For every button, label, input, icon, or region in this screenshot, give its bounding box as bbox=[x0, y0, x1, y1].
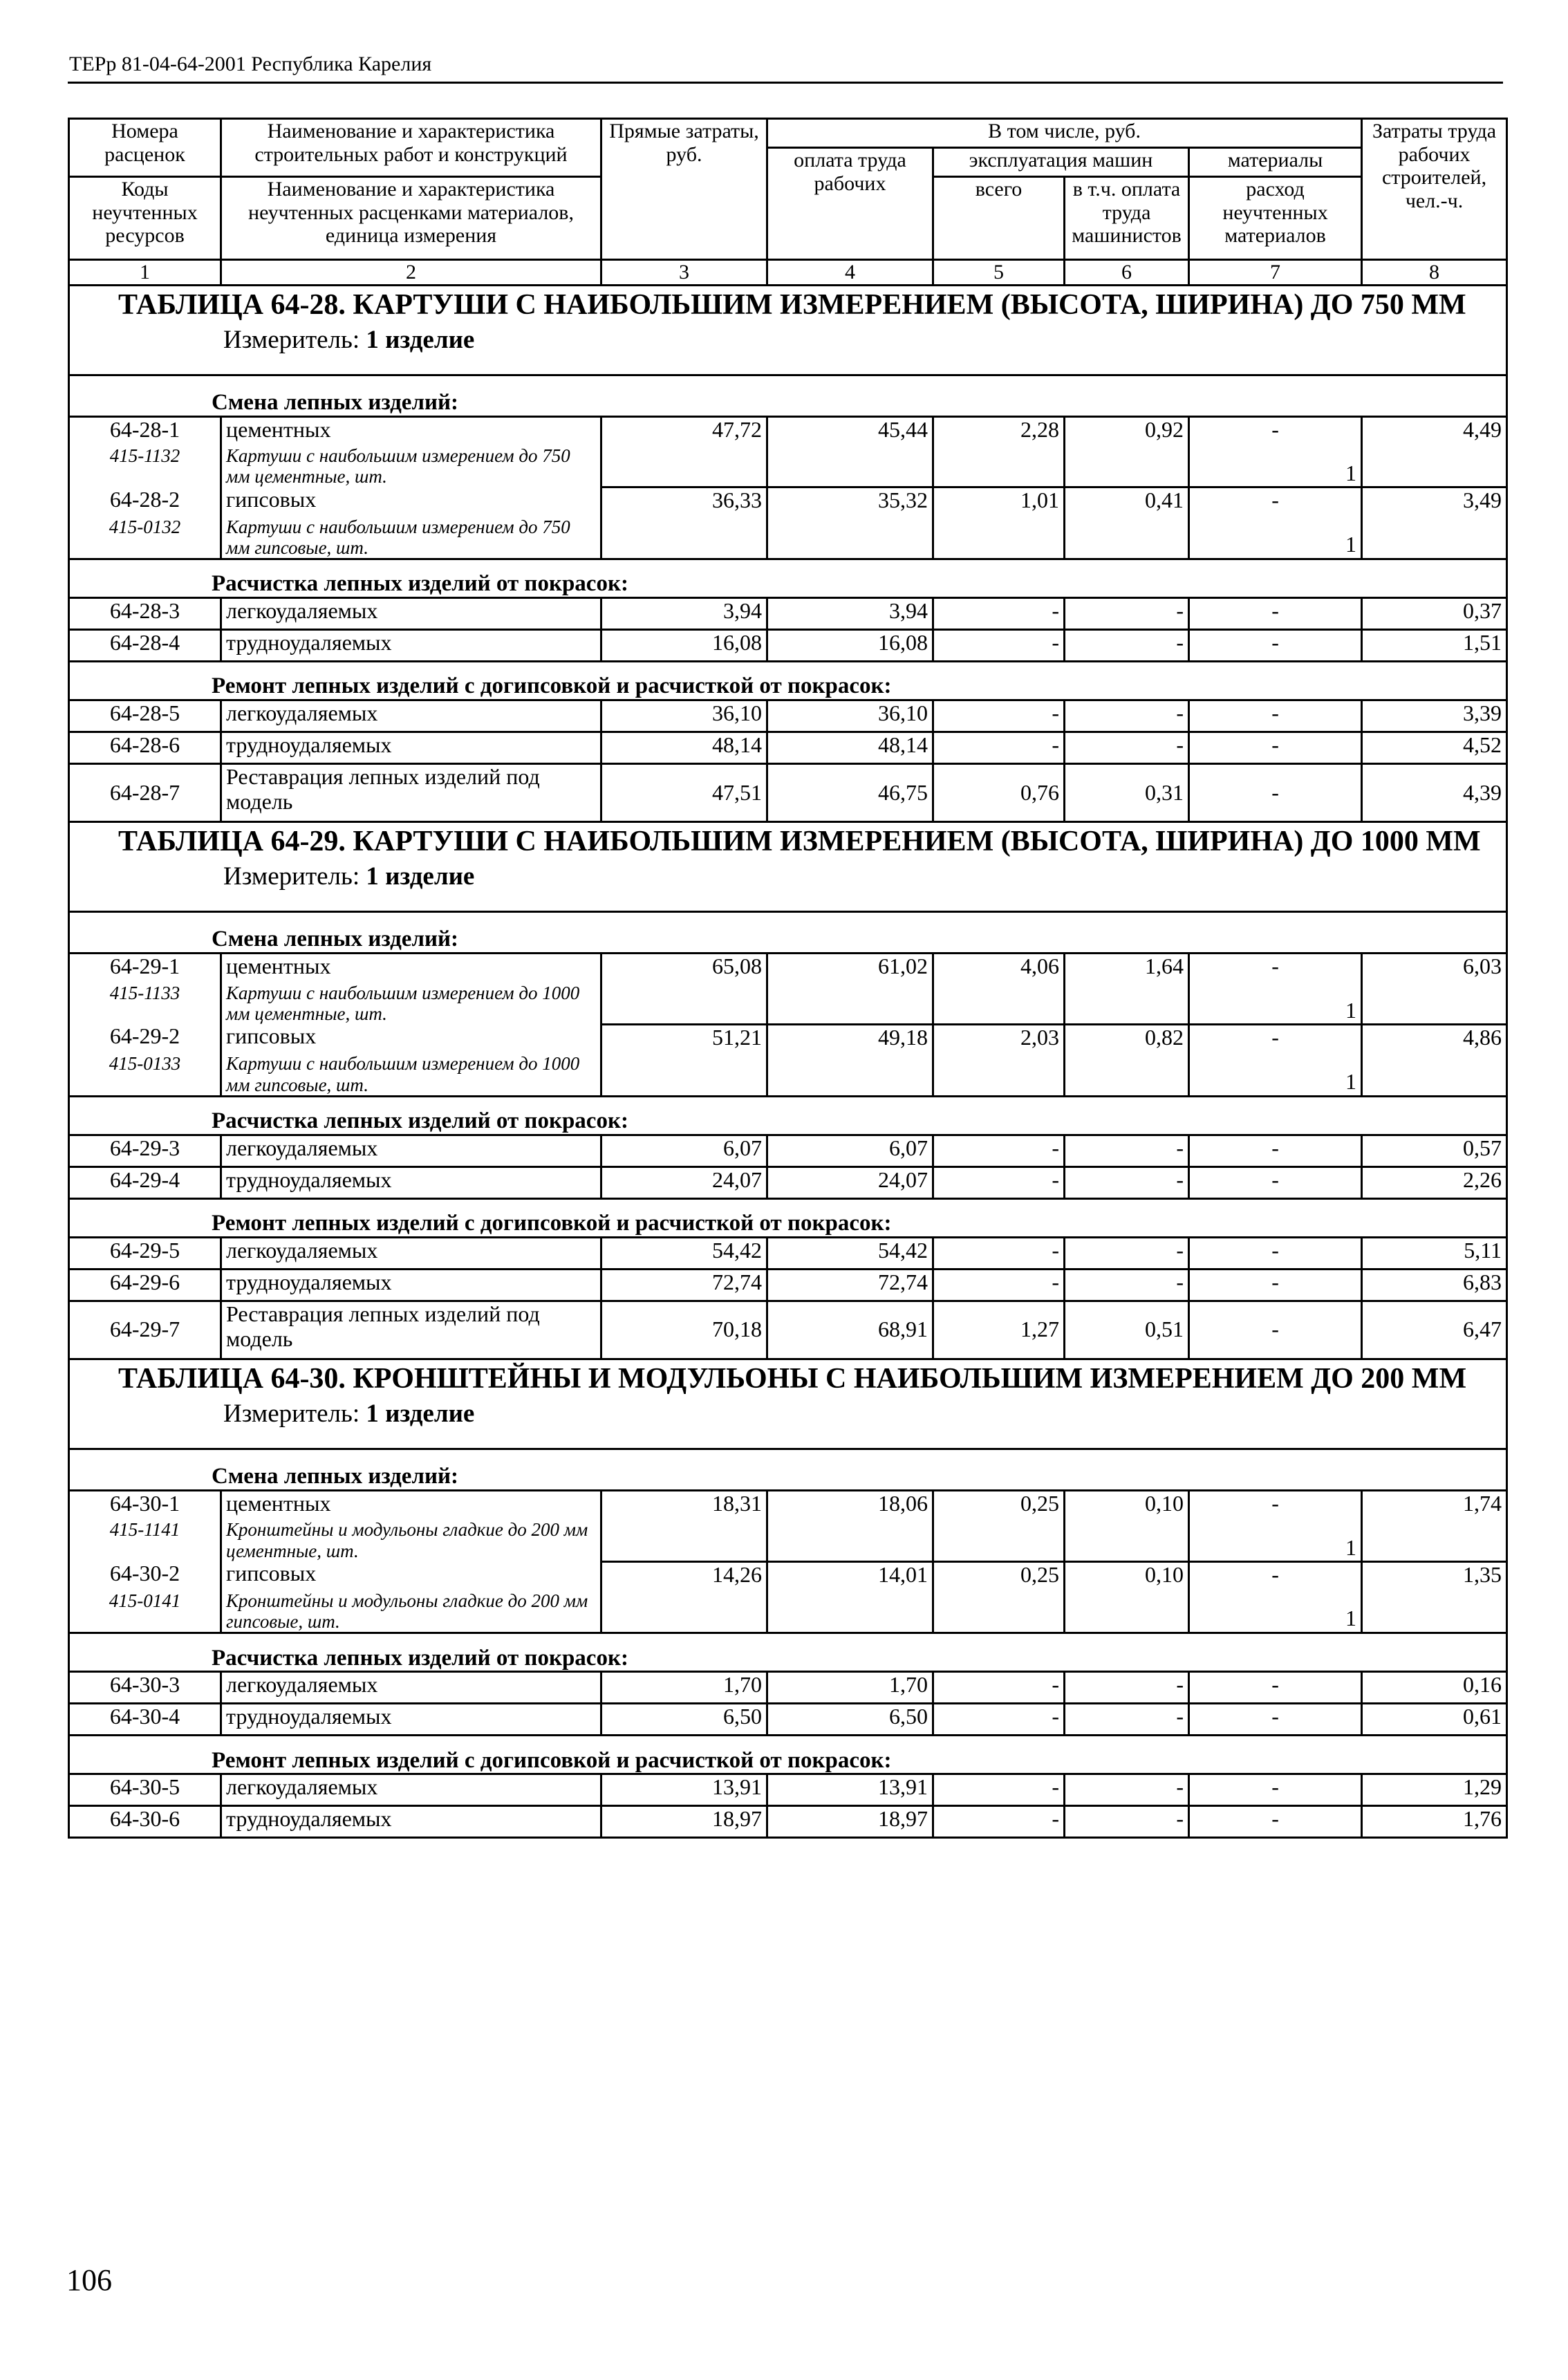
direct-cost-cell: 13,91 bbox=[601, 1774, 767, 1806]
labor-hours-cell: 4,39 bbox=[1362, 764, 1507, 822]
direct-cost-cell: 72,74 bbox=[601, 1269, 767, 1301]
rate-name: легкоудаляемых bbox=[221, 1135, 601, 1166]
direct-cost-cell: 54,42 bbox=[601, 1237, 767, 1269]
table-row bbox=[69, 1561, 1507, 1590]
table-row bbox=[69, 732, 1507, 764]
rate-name: легкоудаляемых bbox=[221, 1774, 601, 1806]
group-title-row bbox=[69, 662, 1507, 700]
table-title bbox=[69, 822, 1507, 912]
materials-use-value: 1 bbox=[1345, 461, 1357, 486]
table-row bbox=[69, 1774, 1507, 1806]
labor-pay-cell: 48,14 bbox=[767, 732, 933, 764]
machines-total-cell: - bbox=[933, 732, 1065, 764]
rate-code: 64-30-1 bbox=[69, 1490, 221, 1519]
materials-use-value: 1 bbox=[1345, 998, 1357, 1023]
table-title-text: ТАБЛИЦА 64-28. КАРТУШИ С НАИБОЛЬШИМ ИЗМЕРЕНИЕМ (ВЫСОТА, ШИРИНА) ДО 750 ММ bbox=[118, 288, 1466, 321]
direct-cost-cell: 36,10 bbox=[601, 700, 767, 732]
group-title-row bbox=[69, 375, 1507, 416]
materials-use-value: 1 bbox=[1345, 1606, 1357, 1631]
machines-labor-cell: - bbox=[1065, 1269, 1189, 1301]
direct-cost-cell: 14,26 bbox=[601, 1561, 767, 1633]
machines-labor-cell: 0,10 bbox=[1065, 1490, 1189, 1561]
resource-code: 415-0133 bbox=[69, 1053, 221, 1096]
materials-cell: - bbox=[1189, 1135, 1362, 1166]
materials-cell: - bbox=[1189, 764, 1362, 822]
machines-total-cell: - bbox=[933, 1774, 1065, 1806]
header-including: В том числе, руб. bbox=[767, 119, 1362, 148]
materials-value: - bbox=[1271, 1024, 1279, 1050]
labor-pay-cell: 16,08 bbox=[767, 630, 933, 662]
table-row bbox=[69, 630, 1507, 662]
group-title-row bbox=[69, 1096, 1507, 1135]
materials-use-value: 1 bbox=[1345, 532, 1357, 557]
labor-pay-cell: 14,01 bbox=[767, 1561, 933, 1633]
rate-code: 64-30-4 bbox=[69, 1704, 221, 1736]
direct-cost-cell: 3,94 bbox=[601, 598, 767, 630]
labor-pay-cell: 6,07 bbox=[767, 1135, 933, 1166]
rate-name: легкоудаляемых bbox=[221, 1237, 601, 1269]
direct-cost-cell: 70,18 bbox=[601, 1301, 767, 1359]
col-number: 8 bbox=[1362, 260, 1507, 286]
rate-name: легкоудаляемых bbox=[221, 1672, 601, 1704]
machines-labor-cell: 0,41 bbox=[1065, 487, 1189, 559]
materials-cell bbox=[1189, 1024, 1362, 1096]
machines-total-cell: - bbox=[933, 1135, 1065, 1166]
col-number: 1 bbox=[69, 260, 221, 286]
rate-code: 64-29-2 bbox=[69, 1024, 221, 1053]
direct-cost-cell: 47,51 bbox=[601, 764, 767, 822]
labor-hours-cell: 2,26 bbox=[1362, 1166, 1507, 1198]
machines-total-cell: 4,06 bbox=[933, 954, 1065, 1025]
labor-hours-cell: 0,37 bbox=[1362, 598, 1507, 630]
group-title: Расчистка лепных изделий от покрасок: bbox=[69, 559, 1507, 598]
machines-total-cell: 1,01 bbox=[933, 487, 1065, 559]
header-direct-costs: Прямые затраты, руб. bbox=[601, 119, 767, 260]
rate-code: 64-30-5 bbox=[69, 1774, 221, 1806]
rate-code: 64-28-5 bbox=[69, 700, 221, 732]
group-title: Смена лепных изделий: bbox=[69, 375, 1507, 416]
labor-pay-cell: 6,50 bbox=[767, 1704, 933, 1736]
materials-cell bbox=[1189, 487, 1362, 559]
machines-total-cell: 1,27 bbox=[933, 1301, 1065, 1359]
rate-name: Реставрация лепных изделий под модель bbox=[221, 1301, 601, 1359]
rate-code: 64-29-7 bbox=[69, 1301, 221, 1359]
table-title-text: ТАБЛИЦА 64-29. КАРТУШИ С НАИБОЛЬШИМ ИЗМЕРЕНИЕМ (ВЫСОТА, ШИРИНА) ДО 1000 ММ bbox=[118, 826, 1481, 858]
direct-cost-cell: 24,07 bbox=[601, 1166, 767, 1198]
rate-name: легкоудаляемых bbox=[221, 700, 601, 732]
materials-cell: - bbox=[1189, 700, 1362, 732]
rate-name: гипсовых bbox=[221, 1561, 601, 1590]
header-col1-top: Номера расценок bbox=[69, 119, 221, 177]
materials-use-value: 1 bbox=[1345, 1068, 1357, 1094]
resource-name: Кронштейны и модульоны гладкие до 200 мм цементные, шт. bbox=[221, 1519, 601, 1561]
measure-value: 1 изделие bbox=[366, 1399, 475, 1428]
labor-hours-cell: 0,16 bbox=[1362, 1672, 1507, 1704]
group-title: Расчистка лепных изделий от покрасок: bbox=[69, 1096, 1507, 1135]
page-number: 106 bbox=[66, 2263, 112, 2297]
machines-total-cell: 0,25 bbox=[933, 1561, 1065, 1633]
machines-total-cell: 0,76 bbox=[933, 764, 1065, 822]
header-machines-labor: в т.ч. оплата труда машинистов bbox=[1065, 177, 1189, 260]
group-title: Смена лепных изделий: bbox=[69, 1449, 1507, 1490]
labor-pay-cell: 24,07 bbox=[767, 1166, 933, 1198]
labor-hours-cell: 1,35 bbox=[1362, 1561, 1507, 1633]
materials-value: - bbox=[1271, 1490, 1279, 1516]
labor-hours-cell: 3,49 bbox=[1362, 487, 1507, 559]
machines-total-cell: - bbox=[933, 1269, 1065, 1301]
machines-total-cell: - bbox=[933, 1166, 1065, 1198]
machines-labor-cell: 0,31 bbox=[1065, 764, 1189, 822]
machines-total-cell: 2,28 bbox=[933, 416, 1065, 487]
rate-code: 64-28-1 bbox=[69, 416, 221, 445]
rate-code: 64-29-1 bbox=[69, 954, 221, 983]
table-row bbox=[69, 1672, 1507, 1704]
machines-labor-cell: - bbox=[1065, 1806, 1189, 1838]
table-row bbox=[69, 764, 1507, 822]
labor-pay-cell: 54,42 bbox=[767, 1237, 933, 1269]
materials-use-value: 1 bbox=[1345, 1534, 1357, 1560]
resource-name: Картуши с наибольшим измерением до 1000 мм цементные, шт. bbox=[221, 983, 601, 1025]
rate-code: 64-30-2 bbox=[69, 1561, 221, 1590]
table-row bbox=[69, 1166, 1507, 1198]
header-col2-bottom: Наименование и характеристика неучтенных расценками материалов, единица измерения bbox=[221, 177, 601, 260]
resource-code: 415-1133 bbox=[69, 983, 221, 1025]
materials-cell: - bbox=[1189, 598, 1362, 630]
table-row bbox=[69, 598, 1507, 630]
rate-name: трудноудаляемых bbox=[221, 1269, 601, 1301]
labor-pay-cell: 72,74 bbox=[767, 1269, 933, 1301]
machines-total-cell: 2,03 bbox=[933, 1024, 1065, 1096]
labor-pay-cell: 61,02 bbox=[767, 954, 933, 1025]
machines-labor-cell: - bbox=[1065, 1135, 1189, 1166]
rate-code: 64-29-3 bbox=[69, 1135, 221, 1166]
labor-pay-cell: 18,06 bbox=[767, 1490, 933, 1561]
col-number: 5 bbox=[933, 260, 1065, 286]
resource-name: Картуши с наибольшим измерением до 750 мм гипсовые, шт. bbox=[221, 517, 601, 559]
rate-code: 64-28-3 bbox=[69, 598, 221, 630]
direct-cost-cell: 48,14 bbox=[601, 732, 767, 764]
group-title-row bbox=[69, 559, 1507, 598]
table-title bbox=[69, 1359, 1507, 1449]
direct-cost-cell: 65,08 bbox=[601, 954, 767, 1025]
labor-hours-cell: 6,83 bbox=[1362, 1269, 1507, 1301]
labor-hours-cell: 0,61 bbox=[1362, 1704, 1507, 1736]
materials-value: - bbox=[1271, 416, 1279, 442]
measure bbox=[118, 1400, 1499, 1428]
table-row bbox=[69, 1024, 1507, 1053]
direct-cost-cell: 1,70 bbox=[601, 1672, 767, 1704]
machines-labor-cell: - bbox=[1065, 732, 1189, 764]
resource-code: 415-0132 bbox=[69, 517, 221, 559]
labor-pay-cell: 13,91 bbox=[767, 1774, 933, 1806]
group-title: Ремонт лепных изделий с догипсовкой и расчисткой от покрасок: bbox=[69, 1198, 1507, 1237]
labor-hours-cell: 0,57 bbox=[1362, 1135, 1507, 1166]
labor-hours-cell: 1,74 bbox=[1362, 1490, 1507, 1561]
machines-labor-cell: - bbox=[1065, 1774, 1189, 1806]
measure-value: 1 изделие bbox=[366, 862, 475, 891]
group-title-row bbox=[69, 1449, 1507, 1490]
direct-cost-cell: 51,21 bbox=[601, 1024, 767, 1096]
table-row bbox=[69, 954, 1507, 983]
resource-name: Картуши с наибольшим измерением до 1000 мм гипсовые, шт. bbox=[221, 1053, 601, 1096]
table-row bbox=[69, 1704, 1507, 1736]
rate-name: трудноудаляемых bbox=[221, 1806, 601, 1838]
labor-hours-cell: 4,52 bbox=[1362, 732, 1507, 764]
materials-cell: - bbox=[1189, 1774, 1362, 1806]
materials-cell: - bbox=[1189, 1166, 1362, 1198]
header-rule bbox=[68, 82, 1503, 84]
labor-hours-cell: 4,86 bbox=[1362, 1024, 1507, 1096]
group-title-row bbox=[69, 912, 1507, 954]
machines-total-cell: - bbox=[933, 598, 1065, 630]
table-title bbox=[69, 285, 1507, 375]
materials-value: - bbox=[1271, 487, 1279, 513]
table-row bbox=[69, 416, 1507, 445]
materials-cell: - bbox=[1189, 1704, 1362, 1736]
measure bbox=[118, 862, 1499, 891]
machines-labor-cell: - bbox=[1065, 1672, 1189, 1704]
group-title: Ремонт лепных изделий с догипсовкой и расчисткой от покрасок: bbox=[69, 1736, 1507, 1774]
labor-pay-cell: 3,94 bbox=[767, 598, 933, 630]
labor-pay-cell: 35,32 bbox=[767, 487, 933, 559]
labor-hours-cell: 6,03 bbox=[1362, 954, 1507, 1025]
labor-pay-cell: 36,10 bbox=[767, 700, 933, 732]
table-row bbox=[69, 1806, 1507, 1838]
resource-code: 415-1141 bbox=[69, 1519, 221, 1561]
machines-labor-cell: - bbox=[1065, 598, 1189, 630]
rate-name: трудноудаляемых bbox=[221, 1704, 601, 1736]
labor-hours-cell: 1,76 bbox=[1362, 1806, 1507, 1838]
rate-name: легкоудаляемых bbox=[221, 598, 601, 630]
materials-cell: - bbox=[1189, 1237, 1362, 1269]
materials-value: - bbox=[1271, 954, 1279, 979]
table-row bbox=[69, 1135, 1507, 1166]
direct-cost-cell: 18,31 bbox=[601, 1490, 767, 1561]
machines-labor-cell: 1,64 bbox=[1065, 954, 1189, 1025]
resource-code: 415-1132 bbox=[69, 445, 221, 487]
rate-code: 64-30-3 bbox=[69, 1672, 221, 1704]
table-title-row bbox=[69, 1359, 1507, 1449]
col-number: 3 bbox=[601, 260, 767, 286]
table-title-row bbox=[69, 285, 1507, 375]
machines-labor-cell: 0,92 bbox=[1065, 416, 1189, 487]
header-labor-costs: Затраты труда рабочих строителей, чел.-ч. bbox=[1362, 119, 1507, 260]
table-row bbox=[69, 487, 1507, 517]
rate-name: цементных bbox=[221, 416, 601, 445]
measure-label: Измеритель: bbox=[223, 325, 360, 354]
machines-total-cell: - bbox=[933, 1806, 1065, 1838]
rate-name: цементных bbox=[221, 954, 601, 983]
col-number: 4 bbox=[767, 260, 933, 286]
measure bbox=[118, 326, 1499, 354]
table-row bbox=[69, 1301, 1507, 1359]
labor-hours-cell: 5,11 bbox=[1362, 1237, 1507, 1269]
machines-labor-cell: - bbox=[1065, 630, 1189, 662]
labor-hours-cell: 1,29 bbox=[1362, 1774, 1507, 1806]
header-machines-total: всего bbox=[933, 177, 1065, 260]
materials-cell bbox=[1189, 954, 1362, 1025]
group-title: Смена лепных изделий: bbox=[69, 912, 1507, 954]
labor-hours-cell: 3,39 bbox=[1362, 700, 1507, 732]
measure-label: Измеритель: bbox=[223, 1399, 360, 1428]
rate-code: 64-28-6 bbox=[69, 732, 221, 764]
resource-code: 415-0141 bbox=[69, 1590, 221, 1633]
materials-cell: - bbox=[1189, 1301, 1362, 1359]
rate-code: 64-29-6 bbox=[69, 1269, 221, 1301]
rate-name: трудноудаляемых bbox=[221, 1166, 601, 1198]
machines-total-cell: - bbox=[933, 1672, 1065, 1704]
machines-total-cell: - bbox=[933, 1237, 1065, 1269]
machines-total-cell: - bbox=[933, 630, 1065, 662]
header-materials-use: расход неучтенных материалов bbox=[1189, 177, 1362, 260]
machines-labor-cell: - bbox=[1065, 1704, 1189, 1736]
header-col1-bottom: Коды неучтенных ресурсов bbox=[69, 177, 221, 260]
machines-labor-cell: 0,10 bbox=[1065, 1561, 1189, 1633]
table-row bbox=[69, 1490, 1507, 1519]
rate-code: 64-28-4 bbox=[69, 630, 221, 662]
rate-name: цементных bbox=[221, 1490, 601, 1519]
header-labor-pay: оплата труда рабочих bbox=[767, 148, 933, 260]
labor-pay-cell: 46,75 bbox=[767, 764, 933, 822]
direct-cost-cell: 6,07 bbox=[601, 1135, 767, 1166]
group-title-row bbox=[69, 1633, 1507, 1672]
rates-table bbox=[68, 118, 1508, 1839]
materials-cell: - bbox=[1189, 630, 1362, 662]
labor-hours-cell: 4,49 bbox=[1362, 416, 1507, 487]
direct-cost-cell: 18,97 bbox=[601, 1806, 767, 1838]
machines-labor-cell: 0,82 bbox=[1065, 1024, 1189, 1096]
rate-code: 64-28-7 bbox=[69, 764, 221, 822]
materials-cell bbox=[1189, 416, 1362, 487]
materials-cell: - bbox=[1189, 732, 1362, 764]
machines-labor-cell: 0,51 bbox=[1065, 1301, 1189, 1359]
materials-cell: - bbox=[1189, 1269, 1362, 1301]
rate-code: 64-29-4 bbox=[69, 1166, 221, 1198]
direct-cost-cell: 36,33 bbox=[601, 487, 767, 559]
group-title-row bbox=[69, 1736, 1507, 1774]
machines-total-cell: - bbox=[933, 700, 1065, 732]
direct-cost-cell: 6,50 bbox=[601, 1704, 767, 1736]
measure-value: 1 изделие bbox=[366, 325, 475, 354]
machines-total-cell: 0,25 bbox=[933, 1490, 1065, 1561]
machines-labor-cell: - bbox=[1065, 1237, 1189, 1269]
machines-total-cell: - bbox=[933, 1704, 1065, 1736]
labor-pay-cell: 45,44 bbox=[767, 416, 933, 487]
labor-pay-cell: 18,97 bbox=[767, 1806, 933, 1838]
rate-name: трудноудаляемых bbox=[221, 732, 601, 764]
rate-name: гипсовых bbox=[221, 1024, 601, 1053]
direct-cost-cell: 16,08 bbox=[601, 630, 767, 662]
group-title-row bbox=[69, 1198, 1507, 1237]
machines-labor-cell: - bbox=[1065, 1166, 1189, 1198]
materials-cell bbox=[1189, 1561, 1362, 1633]
rate-code: 64-29-5 bbox=[69, 1237, 221, 1269]
resource-name: Картуши с наибольшим измерением до 750 мм цементные, шт. bbox=[221, 445, 601, 487]
materials-cell: - bbox=[1189, 1672, 1362, 1704]
group-title: Ремонт лепных изделий с догипсовкой и расчисткой от покрасок: bbox=[69, 662, 1507, 700]
labor-hours-cell: 1,51 bbox=[1362, 630, 1507, 662]
header-materials: материалы bbox=[1189, 148, 1362, 177]
rate-code: 64-28-2 bbox=[69, 487, 221, 517]
rate-name: Реставрация лепных изделий под модель bbox=[221, 764, 601, 822]
col-number: 7 bbox=[1189, 260, 1362, 286]
labor-pay-cell: 49,18 bbox=[767, 1024, 933, 1096]
machines-labor-cell: - bbox=[1065, 700, 1189, 732]
labor-hours-cell: 6,47 bbox=[1362, 1301, 1507, 1359]
direct-cost-cell: 47,72 bbox=[601, 416, 767, 487]
group-title: Расчистка лепных изделий от покрасок: bbox=[69, 1633, 1507, 1672]
table-title-row bbox=[69, 822, 1507, 912]
labor-pay-cell: 68,91 bbox=[767, 1301, 933, 1359]
labor-pay-cell: 1,70 bbox=[767, 1672, 933, 1704]
col-number: 6 bbox=[1065, 260, 1189, 286]
table-title-text: ТАБЛИЦА 64-30. КРОНШТЕЙНЫ И МОДУЛЬОНЫ С НАИБОЛЬШИМ ИЗМЕРЕНИЕМ ДО 200 ММ bbox=[118, 1362, 1467, 1395]
header-machines: эксплуатация машин bbox=[933, 148, 1189, 177]
rate-name: трудноудаляемых bbox=[221, 630, 601, 662]
table-row bbox=[69, 1269, 1507, 1301]
materials-value: - bbox=[1271, 1561, 1279, 1587]
rate-name: гипсовых bbox=[221, 487, 601, 517]
materials-cell: - bbox=[1189, 1806, 1362, 1838]
table-row bbox=[69, 1237, 1507, 1269]
resource-name: Кронштейны и модульоны гладкие до 200 мм гипсовые, шт. bbox=[221, 1590, 601, 1633]
materials-cell bbox=[1189, 1490, 1362, 1561]
col-number: 2 bbox=[221, 260, 601, 286]
measure-label: Измеритель: bbox=[223, 862, 360, 891]
rate-code: 64-30-6 bbox=[69, 1806, 221, 1838]
document-header: ТЕРр 81-04-64-2001 Республика Карелия bbox=[69, 53, 432, 75]
table-row bbox=[69, 700, 1507, 732]
header-col2-top: Наименование и характеристика строительных работ и конструкций bbox=[221, 119, 601, 177]
